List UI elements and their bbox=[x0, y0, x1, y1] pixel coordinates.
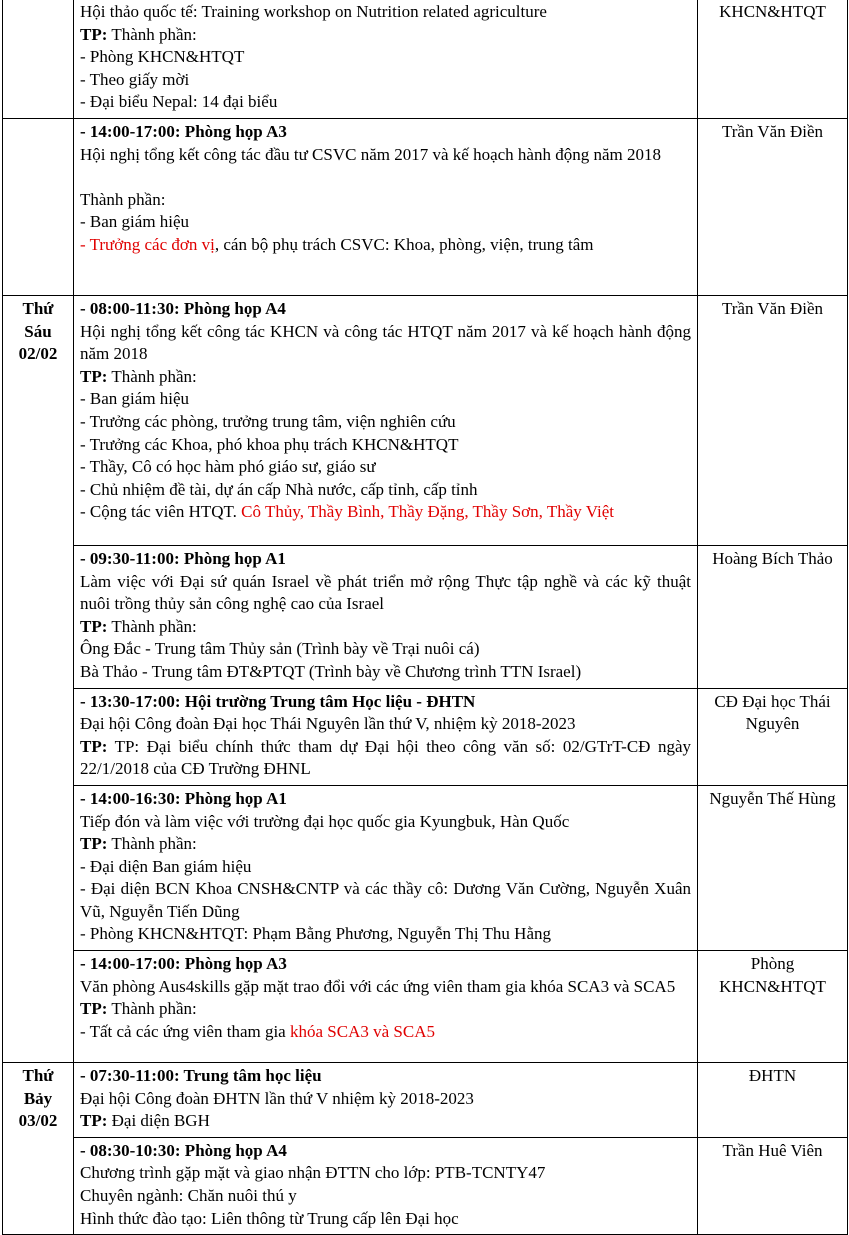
event-cell bbox=[74, 295, 698, 545]
event-cell bbox=[74, 951, 698, 1063]
day-date: 03/02 bbox=[18, 1111, 58, 1131]
event-description: Văn phòng Aus4skills gặp mặt trao đổi với các ứng viên tham gia khóa SCA3 và SCA5 bbox=[80, 976, 676, 996]
event-description: Làm việc với Đại sứ quán Israel về phát triển mở rộng Thực tập nghề và các kỹ thuật nuôi trồng thủy sản công nghệ cao của Israel bbox=[80, 571, 691, 614]
attendee-line: - Ban giám hiệu bbox=[80, 389, 190, 409]
table-row bbox=[3, 1137, 848, 1234]
event-description: Đại hội Công đoàn ĐHTN lần thứ V nhiệm kỳ 2018-2023 bbox=[80, 1088, 474, 1108]
highlighted-attendees: Cô Thủy, Thầy Bình, Thầy Đặng, Thầy Sơn, Thầy Việt bbox=[241, 502, 614, 522]
tp-text: Đại diện BGH bbox=[107, 1111, 210, 1131]
event-description: Đại hội Công đoàn Đại học Thái Nguyên lần thứ V, nhiệm kỳ 2018-2023 bbox=[80, 714, 576, 734]
attendee-line: - Thầy, Cô có học hàm phó giáo sư, giáo sư bbox=[80, 457, 376, 477]
attendee-line: - Ban giám hiệu bbox=[80, 212, 190, 232]
table-row bbox=[3, 0, 848, 118]
event-description: Tiếp đón và làm việc với trường đại học quốc gia Kyungbuk, Hàn Quốc bbox=[80, 811, 570, 831]
table-row bbox=[3, 295, 848, 545]
attendee-line: - Trưởng các Khoa, phó khoa phụ trách KHCN&HTQT bbox=[80, 434, 459, 454]
event-time-location: - 14:00-17:00: Phòng họp A3 bbox=[80, 954, 287, 974]
event-time-location: - 07:30-11:00: Trung tâm học liệu bbox=[80, 1066, 322, 1086]
host-cell: Trần Huê Viên bbox=[698, 1137, 848, 1234]
attendee-line: - Phòng KHCN&HTQT bbox=[80, 47, 245, 67]
tp-label: TP: bbox=[80, 24, 108, 44]
schedule-table bbox=[2, 0, 848, 1235]
event-time-location: - 13:30-17:00: Hội trường Trung tâm Học liệu - ĐHTN bbox=[80, 691, 476, 711]
event-time-location: - 09:30-11:00: Phòng họp A1 bbox=[80, 548, 286, 568]
tp-text: Thành phần: bbox=[107, 999, 197, 1019]
tp-label: TP: bbox=[80, 1111, 108, 1131]
attendee-line: Ông Đắc - Trung tâm Thủy sản (Trình bày về Trại nuôi cá) bbox=[80, 639, 480, 659]
attendee-line: - Chủ nhiệm đề tài, dự án cấp Nhà nước, cấp tỉnh, cấp tỉnh bbox=[80, 479, 478, 499]
tp-text: Thành phần: bbox=[80, 189, 166, 209]
host-cell: KHCN&HTQT bbox=[698, 0, 848, 118]
event-cell bbox=[74, 688, 698, 785]
event-time-location: - 14:00-16:30: Phòng họp A1 bbox=[80, 788, 287, 808]
highlighted-attendees: - Trưởng các đơn vị bbox=[80, 234, 215, 254]
tp-label: TP: bbox=[80, 366, 108, 386]
day-name: Thứ Sáu bbox=[22, 298, 54, 341]
tp-text: Thành phần: bbox=[107, 834, 197, 854]
event-cell bbox=[74, 545, 698, 688]
event-description: Hình thức đào tạo: Liên thông từ Trung cấp lên Đại học bbox=[80, 1208, 459, 1228]
tp-label: TP: bbox=[80, 999, 108, 1019]
host-cell: Trần Văn Điền bbox=[698, 295, 848, 545]
attendee-line: - Đại biểu Nepal: 14 đại biểu bbox=[80, 92, 278, 112]
event-description: Chương trình gặp mặt và giao nhận ĐTTN cho lớp: PTB-TCNTY47 bbox=[80, 1163, 546, 1183]
tp-text: Thành phần: bbox=[107, 24, 197, 44]
table-row bbox=[3, 545, 848, 688]
host-cell: CĐ Đại học Thái Nguyên bbox=[698, 688, 848, 785]
event-cell bbox=[74, 1137, 698, 1234]
tp-label: TP: bbox=[80, 834, 108, 854]
day-cell bbox=[3, 0, 74, 118]
attendee-line: - Tất cả các ứng viên tham gia bbox=[80, 1021, 290, 1041]
day-cell-friday bbox=[3, 295, 74, 1062]
tp-label: TP: bbox=[80, 736, 108, 756]
event-time-location: - 14:00-17:00: Phòng họp A3 bbox=[80, 121, 287, 141]
event-cell bbox=[74, 0, 698, 118]
attendee-line: - Cộng tác viên HTQT. bbox=[80, 502, 242, 522]
day-date: 02/02 bbox=[18, 344, 58, 364]
table-row bbox=[3, 785, 848, 950]
table-row bbox=[3, 688, 848, 785]
tp-text: Thành phần: bbox=[107, 366, 197, 386]
attendee-line: - Trưởng các phòng, trưởng trung tâm, viện nghiên cứu bbox=[80, 411, 456, 431]
event-cell bbox=[74, 1063, 698, 1138]
event-description: Hội nghị tổng kết công tác KHCN và công tác HTQT năm 2017 và kế hoạch hành động năm 2018 bbox=[80, 321, 691, 364]
attendee-line: , cán bộ phụ trách CSVC: Khoa, phòng, viện, trung tâm bbox=[214, 234, 594, 254]
day-cell-saturday bbox=[3, 1063, 74, 1235]
table-row bbox=[3, 951, 848, 1063]
attendee-line: - Đại diện BCN Khoa CNSH&CNTP và các thầy cô: Dương Văn Cường, Nguyễn Xuân Vũ, Nguyễn Tiến Dũng bbox=[80, 879, 691, 921]
table-row bbox=[3, 118, 848, 295]
attendee-line: - Đại diện Ban giám hiệu bbox=[80, 856, 252, 876]
host-cell: Hoàng Bích Thảo bbox=[698, 545, 848, 688]
event-cell bbox=[74, 118, 698, 295]
event-time-location: - 08:30-10:30: Phòng họp A4 bbox=[80, 1140, 287, 1160]
event-description: Hội nghị tổng kết công tác đầu tư CSVC năm 2017 và kế hoạch hành động năm 2018 bbox=[80, 144, 661, 164]
attendee-line: Bà Thảo - Trung tâm ĐT&PTQT (Trình bày về Chương trình TTN Israel) bbox=[80, 661, 582, 681]
attendee-line: - Phòng KHCN&HTQT: Phạm Bằng Phương, Nguyễn Thị Thu Hằng bbox=[80, 924, 551, 944]
host-cell: ĐHTN bbox=[698, 1063, 848, 1138]
highlighted-attendees: khóa SCA3 và SCA5 bbox=[289, 1021, 435, 1041]
event-description: Chuyên ngành: Chăn nuôi thú y bbox=[80, 1186, 297, 1206]
event-title: Hội thảo quốc tế: Training workshop on Nutrition related agriculture bbox=[80, 2, 547, 21]
host-cell: Phòng KHCN&HTQT bbox=[698, 951, 848, 1063]
attendee-line: - Theo giấy mời bbox=[80, 69, 190, 89]
event-cell bbox=[74, 785, 698, 950]
host-cell: Nguyễn Thế Hùng bbox=[698, 785, 848, 950]
host-cell: Trần Văn Điền bbox=[698, 118, 848, 295]
day-name: Thứ Bảy bbox=[22, 1066, 54, 1108]
day-cell bbox=[3, 118, 74, 295]
table-row bbox=[3, 1063, 848, 1138]
event-time-location: - 08:00-11:30: Phòng họp A4 bbox=[80, 298, 286, 318]
tp-label: TP: bbox=[80, 616, 108, 636]
tp-text: Thành phần: bbox=[107, 616, 197, 636]
tp-text: TP: Đại biểu chính thức tham dự Đại hội theo công văn số: 02/GTrT-CĐ ngày 22/1/2018 của CĐ Trường ĐHNL bbox=[80, 736, 691, 779]
